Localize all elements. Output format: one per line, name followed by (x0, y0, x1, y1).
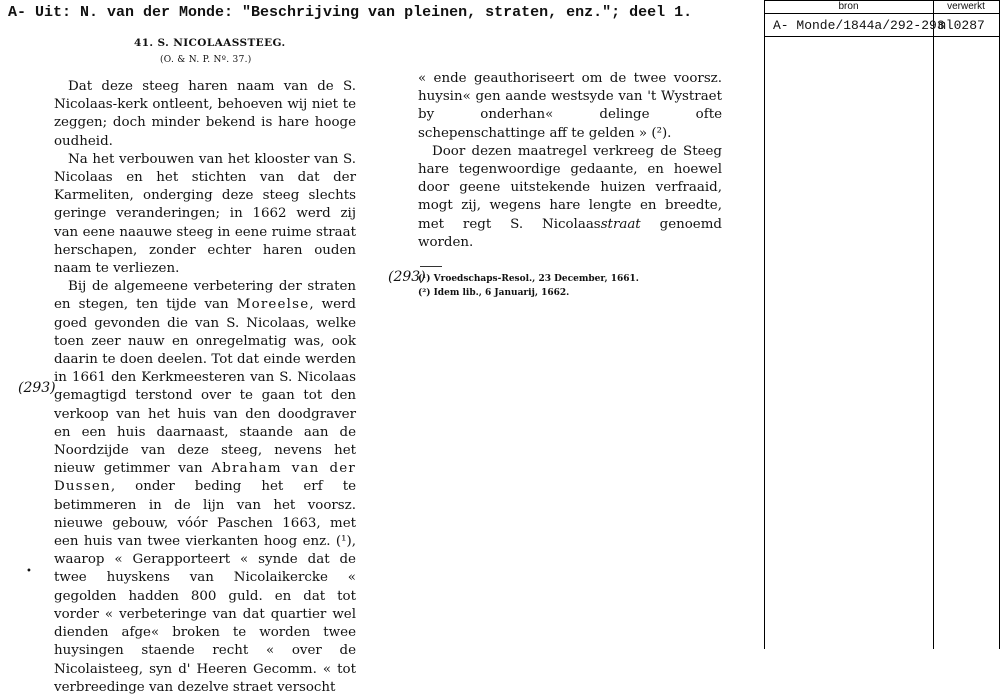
table-border-middle (933, 0, 934, 649)
footnote-2: (²) Idem lib., 6 Januarij, 1662. (418, 288, 570, 298)
paragraph-2: Na het verbouwen van het klooster van S. Nicolaas en het stichten van dat der Karmeliten, onderging deze steeg slechts geringe veranderingen; in 1662 werd zij van eene naauwe steeg in eene ruime straat herschapen, zonder echter haren ouden naam te verliezen. (54, 151, 356, 277)
table-header-verwerkt: verwerkt (947, 1, 985, 12)
paragraph-4 (418, 143, 722, 252)
paragraph-3-middle: , werd goed gevonden die van S. Nicolaas, welke toen zeer nauw en onregelmatig was, ook daarin te doen deelen. Tot dat einde werden in 1661 den Kerkmeesteren van S. Nicolaas gemagtigd terstond over te gaan tot den verkoop van het huis van den doodgraver en een huis daarnaast, staande aan de Noordzijde van deze steeg, nevens het nieuw getimmer van (54, 297, 356, 477)
footnote-1: (¹) Vroedschaps-Resol., 23 December, 1661. (418, 274, 639, 284)
italic-straat: straat (600, 216, 641, 232)
table-row-divider (764, 36, 1000, 37)
right-column (418, 70, 722, 252)
footnote-rule (420, 266, 442, 267)
margin-page-number-left: (293) (18, 380, 56, 396)
footnotes (418, 272, 639, 300)
paragraph-continuation: « ende geauthoriseert om de twee voorsz. huysin« gen aande westsyde van 't Wystraet by onderhan« delinge ofte schepenschattinge aff te gelden » (²). (418, 71, 722, 141)
name-abraham: Abraham van der Dussen (54, 461, 356, 495)
table-cell-verwerkt: ml0287 (938, 18, 985, 33)
paragraph-3 (54, 278, 356, 697)
section-subheading: (O. & N. P. Nº. 37.) (160, 55, 252, 65)
paragraph-4-end: genoemd worden. (418, 216, 722, 250)
margin-page-number-right: (293) (388, 269, 426, 285)
paragraph-4-start: Door dezen maatregel verkreeg de Steeg hare tegenwoordige gedaante, en hoewel door geene uitstekende huizen verfraaid, mogt zij, wegens hare lengte en breedte, met regt S. Nicolaas (418, 143, 722, 232)
paragraph-3-start: Bij de algemeene verbetering der straten en stegen, ten tijde van (54, 279, 356, 313)
paragraph-3-end: , onder beding het erf te betimmeren in de lijn van het voorsz. nieuwe gebouw, vóór Paschen 1663, met een huis van twee vierkanten hoog enz. (¹), waarop « Gerapporteert « synde dat de twee huyskens van Nicolaikercke « gegolden hadden 800 guld. en dat tot vorder « verbeteringe van dat quartier wel dienden afge« broken te worden twee huysingen staende recht « over de Nicolaisteeg, syn d' Heeren Gecomm. « tot verbreedinge van dezelve straet versocht (54, 479, 356, 695)
table-cell-bron: A- Monde/1844a/292-293 (773, 18, 945, 33)
name-moreelse: Moreelse (236, 297, 310, 313)
left-column (54, 78, 356, 697)
table-header-bron: bron (838, 1, 859, 12)
table-header-divider (764, 13, 1000, 14)
source-header: A- Uit: N. van der Monde: "Beschrijving van pleinen, straten, enz."; deel 1. (8, 4, 693, 21)
paragraph-1: Dat deze steeg haren naam van de S. Nicolaas-kerk ontleent, behoeven wij niet te zeggen; doch minder bekend is hare hooge oudheid. (54, 79, 356, 149)
table-border-left (764, 0, 765, 649)
margin-bullet: • (26, 566, 32, 577)
section-heading: 41. S. NICOLAASSTEEG. (134, 37, 286, 49)
